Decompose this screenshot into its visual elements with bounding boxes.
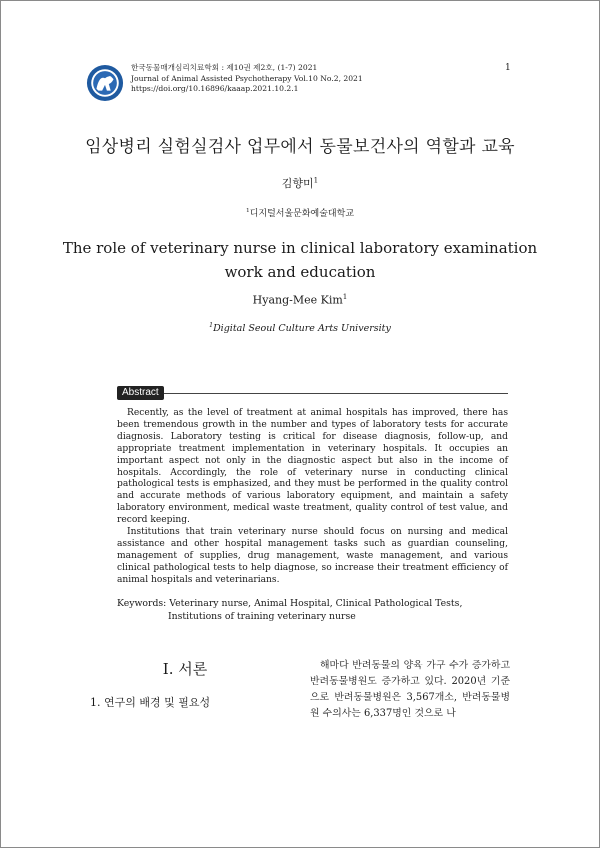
author-english: [0, 292, 600, 307]
page-number: 1: [505, 63, 511, 73]
doi-link[interactable]: https://doi.org/10.16896/kaaap.2021.10.2.1: [131, 84, 299, 93]
abstract-label: Abstract: [117, 386, 164, 400]
keywords-line-2: Institutions of training veterinary nurse: [168, 610, 356, 622]
abstract-paragraph-2: Institutions that train veterinary nurse should focus on nursing and medical assistance and other hospital management tasks such as guardian counseling, management of supplies, drug management, waste management, and various clinical pathological tests to help diagnose, so increase their treatment efficiency of animal hospitals and veterinarians.: [117, 527, 508, 585]
affiliation-english: [0, 322, 600, 334]
author-korean-name: 김향미: [281, 177, 314, 190]
abstract-body: [117, 408, 508, 587]
affiliation-english-sup: 1: [209, 322, 214, 329]
title-korean: 임상병리 실험실검사 업무에서 동물보건사의 역할과 교육: [85, 137, 515, 157]
keywords: [117, 598, 508, 623]
affiliation-korean-sup: 1: [245, 208, 250, 214]
section-heading: Ⅰ. 서론: [162, 660, 208, 678]
abstract-rule: [117, 393, 508, 394]
body-paragraph: 해마다 반려동물의 양육 가구 수가 증가하고 반려동물병원도 증가하고 있다. 2020년 기준으로 반려동물병원은 3,567개소, 반려동물병원 수의사는 6,337명인 것으로 나: [310, 660, 510, 719]
journal-logo: [86, 64, 124, 102]
body-text: [310, 658, 510, 722]
title-english: The role of veterinary nurse in clinical laboratory examination work and education: [62, 239, 538, 281]
keywords-label: Keywords:: [117, 598, 167, 609]
author-korean: [0, 175, 600, 191]
author-korean-sup: 1: [313, 175, 319, 185]
journal-header: [131, 63, 363, 95]
affiliation-english-name: Digital Seoul Culture Arts University: [213, 323, 391, 335]
journal-name-en: Journal of Animal Assisted Psychotherapy Vol.10 No.2, 2021: [131, 73, 363, 83]
keywords-line-1: Veterinary nurse, Animal Hospital, Clinical Pathological Tests,: [169, 598, 463, 609]
abstract-paragraph-1: Recently, as the level of treatment at animal hospitals has improved, there has been tremendous growth in the number and types of laboratory tests for accurate diagnosis. Laboratory testing is critical for disease diagnosis, follow-up, and appropriate treatment implementation in veterinary hospitals. It occupies an important aspect not only in the diagnostic aspect but also in the income of hospitals. Accordingly, the role of veterinary nurse in conducting clinical pathological tests is emphasized, and they must be performed in the quality control and accurate methods of various laboratory equipment, and maintain a safety laboratory environment, medical waste treatment, quality control of test value, and record keeping.: [117, 408, 508, 526]
subsection-heading: 1. 연구의 배경 및 필요성: [90, 696, 211, 709]
journal-name-ko: 한국동물매개심리치료학회 : 제10권 제2호, (1-7) 2021: [131, 63, 318, 72]
affiliation-korean: [0, 206, 600, 219]
author-english-sup: 1: [342, 292, 348, 301]
author-english-name: Hyang-Mee Kim: [252, 293, 343, 307]
affiliation-korean-name: 디지털서울문화예술대학교: [249, 209, 355, 219]
